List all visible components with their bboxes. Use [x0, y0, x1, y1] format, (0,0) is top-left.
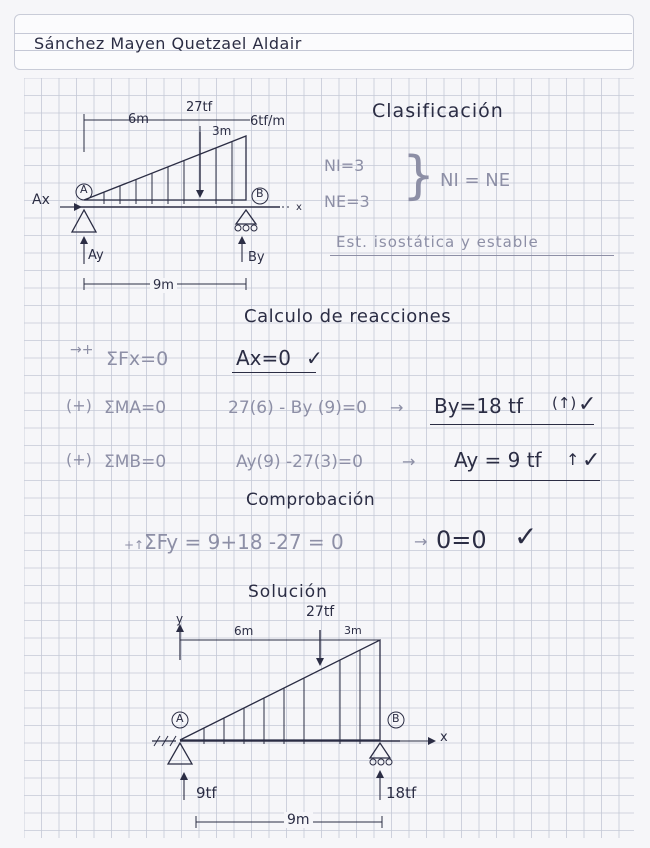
- moment-b-sign: (+): [66, 450, 92, 469]
- ay-result-direction: ↑: [566, 450, 580, 469]
- load-intensity-label: 6tf/m: [250, 114, 285, 129]
- solution-load-label: 27tf: [306, 604, 335, 620]
- by-result-direction: (↑): [552, 394, 577, 412]
- check-result: 0=0: [436, 526, 487, 554]
- sum-ma-equation: ΣMA=0: [104, 398, 167, 418]
- load-27tf-label: 27tf: [186, 100, 213, 115]
- ax-label: Ax: [32, 192, 50, 208]
- roller-support-b: [370, 743, 390, 758]
- sum-mb-equation: ΣMB=0: [104, 452, 167, 472]
- ma-equation: 27(6) - By (9)=0: [228, 398, 367, 418]
- node-b-label: B: [256, 187, 264, 200]
- sum-fy-equation: ΣFy = 9+18 -27 = 0: [144, 530, 344, 554]
- brace: }: [402, 146, 436, 206]
- sum-fx-equation: ΣFx=0: [106, 348, 169, 370]
- solution-node-a-label: A: [176, 712, 184, 725]
- roller-support-b: [236, 210, 256, 224]
- ax-check-mark: ✓: [306, 346, 323, 370]
- ne-count: NE=3: [324, 192, 370, 211]
- isostatic-verdict: Est. isostática y estable: [336, 233, 539, 251]
- ay-label: Ay: [88, 248, 104, 263]
- x-axis-label: x: [296, 202, 302, 213]
- ay-result: Ay = 9 tf: [454, 448, 542, 472]
- author-name: Sánchez Mayen Quetzael Aldair: [34, 34, 302, 53]
- ay-check-mark: ✓: [582, 448, 601, 473]
- check-title: Comprobación: [246, 490, 376, 510]
- distributed-load-triangle: [180, 640, 380, 740]
- sum-fx-sign: →+: [70, 342, 94, 358]
- pin-support-a: [72, 210, 96, 232]
- verdict-underline: [330, 255, 614, 256]
- mb-implies-arrow: →: [402, 452, 416, 471]
- solution-dim-6m-label: 6m: [234, 624, 254, 638]
- ma-implies-arrow: →: [390, 398, 404, 417]
- by-result-underline: [430, 424, 594, 425]
- y-axis-label: y: [176, 612, 184, 626]
- check-implies-arrow: →: [414, 532, 428, 551]
- classification-title: Clasificación: [372, 100, 504, 122]
- ax-result: Ax=0: [236, 346, 291, 370]
- ni-count: NI=3: [324, 156, 365, 175]
- solution-title: Solución: [248, 582, 328, 602]
- distributed-load-triangle: [84, 136, 246, 200]
- sum-fy-sign: +↑: [124, 538, 145, 552]
- span-9m-label: 9m: [150, 278, 177, 293]
- solution-node-b-label: B: [392, 712, 400, 725]
- mb-equation: Ay(9) -27(3)=0: [236, 452, 363, 472]
- solution-x-label: x: [440, 730, 448, 745]
- solution-span-label: 9m: [284, 812, 313, 828]
- solution-dim-3m-label: 3m: [344, 624, 362, 637]
- reactions-title: Calculo de reacciones: [244, 306, 452, 327]
- ay-result-underline: [450, 480, 600, 481]
- by-label: By: [248, 250, 265, 265]
- ax-result-underline: [232, 372, 316, 373]
- solution-ay-value: 9tf: [196, 784, 217, 802]
- by-result: By=18 tf: [434, 394, 524, 418]
- node-a-label: A: [80, 183, 88, 196]
- pin-support-a: [168, 743, 192, 764]
- dim-3m-label: 3m: [212, 124, 232, 138]
- by-check-mark: ✓: [578, 392, 597, 417]
- ni-ne-result: NI = NE: [440, 170, 511, 191]
- dim-6m-label: 6m: [128, 112, 149, 127]
- moment-a-sign: (+): [66, 396, 92, 415]
- solution-by-value: 18tf: [386, 784, 417, 802]
- check-mark: ✓: [514, 520, 538, 553]
